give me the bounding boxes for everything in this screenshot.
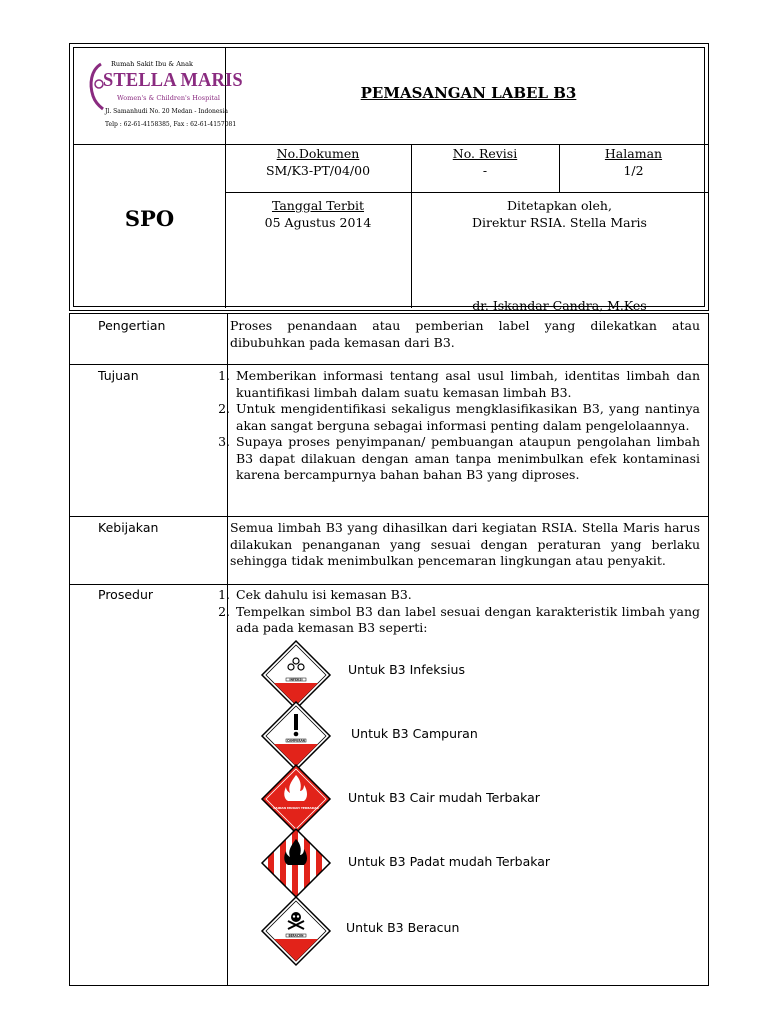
document-title: PEMASANGAN LABEL B3 bbox=[360, 84, 577, 102]
logo-phone: Telp : 62-61-4158385, Fax : 62-61-4157081 bbox=[105, 121, 237, 128]
logo-name: STELLA MARIS bbox=[103, 69, 243, 91]
prosedur-list bbox=[212, 587, 700, 637]
list-item: 2. Tempelkan simbol B3 dan label sesuai dengan karakteristik limbah yang ada pada kemasan B3 seperti: bbox=[234, 604, 700, 637]
logo-top-text: Rumah Sakit Ibu & Anak bbox=[111, 60, 193, 68]
label-campuran: Untuk B3 Campuran bbox=[351, 726, 478, 741]
list-item: 3. Supaya proses penyimpanan/ pembuangan ataupun pengolahan limbah B3 dapat dilakuan dengan aman tanpa menimbulkan efek kontaminasi karena bercampurnya bahan bahan B3 yang diproses. bbox=[234, 434, 700, 484]
approved-by-name: dr. Iskandar Candra, M.Kes bbox=[472, 298, 647, 313]
exclamation-icon bbox=[260, 700, 332, 772]
doc-number-label: No.Dokumen bbox=[276, 146, 360, 161]
page-value: 1/2 bbox=[623, 163, 644, 178]
page-label: Halaman bbox=[604, 146, 663, 161]
infeksi-tag: INFEKSI bbox=[289, 677, 303, 682]
list-item: 1. Cek dahulu isi kemasan B3. bbox=[234, 587, 700, 604]
logo-address: Jl. Samanhudi No. 20 Medan - Indonesia bbox=[105, 108, 228, 115]
issue-date-value: 05 Agustus 2014 bbox=[264, 215, 372, 230]
header-table bbox=[69, 43, 709, 311]
doc-number-value: SM/K3-PT/04/00 bbox=[265, 163, 371, 178]
label-padat-mudah-terbakar: Untuk B3 Padat mudah Terbakar bbox=[348, 854, 551, 869]
tujuan-label: Tujuan bbox=[98, 368, 139, 383]
cair-tag: CAIRAN MUDAH TERBAKAR bbox=[273, 806, 319, 810]
campuran-tag: CAMPURAN bbox=[287, 738, 305, 743]
header-inner-border bbox=[73, 47, 705, 313]
revision-value: - bbox=[482, 163, 488, 178]
approved-by-role: Direktur RSIA. Stella Maris bbox=[472, 215, 647, 230]
flame-striped-icon bbox=[260, 827, 332, 899]
hospital-logo bbox=[83, 54, 243, 142]
tujuan-list-container bbox=[212, 368, 700, 484]
list-item: 1. Memberikan informasi tentang asal usul limbah, identitas limbah dan kuantifikasi limbah dalam suatu kemasan limbah B3. bbox=[234, 368, 700, 401]
label-infeksius: Untuk B3 Infeksius bbox=[348, 662, 465, 677]
beracun-tag: BERACUN bbox=[288, 933, 304, 938]
kebijakan-label: Kebijakan bbox=[98, 520, 159, 535]
flame-icon bbox=[260, 763, 332, 835]
kebijakan-text: Semua limbah B3 yang dihasilkan dari kegiatan RSIA. Stella Maris harus dilakukan penanganan yang sesuai dengan peraturan yang berlaku sehingga tidak menimbulkan pencemaran lingkungan atau penyakit. bbox=[230, 520, 700, 568]
label-cair-mudah-terbakar: Untuk B3 Cair mudah Terbakar bbox=[348, 790, 540, 805]
pengertian-text: Proses penandaan atau pemberian label yang dilekatkan atau dibubuhkan pada kemasan dari B3. bbox=[230, 318, 700, 350]
label-beracun: Untuk B3 Beracun bbox=[346, 920, 460, 935]
pengertian-label: Pengertian bbox=[98, 318, 166, 333]
spo-label: SPO bbox=[124, 206, 175, 231]
approved-by-label: Ditetapkan oleh, bbox=[507, 198, 612, 213]
skull-icon bbox=[260, 895, 332, 967]
prosedur-label: Prosedur bbox=[98, 587, 154, 602]
issue-date-label: Tanggal Terbit bbox=[271, 198, 365, 213]
prosedur-list-container bbox=[212, 587, 700, 637]
procedure-table bbox=[69, 313, 709, 986]
logo-subtitle: Women's & Children's Hospital bbox=[117, 94, 220, 102]
list-item: 2. Untuk mengidentifikasi sekaligus mengklasifikasikan B3, yang nantinya akan sangat berguna sebagai informasi penting dalam pengelolaannya. bbox=[234, 401, 700, 434]
tujuan-list bbox=[212, 368, 700, 484]
revision-label: No. Revisi bbox=[452, 146, 518, 161]
